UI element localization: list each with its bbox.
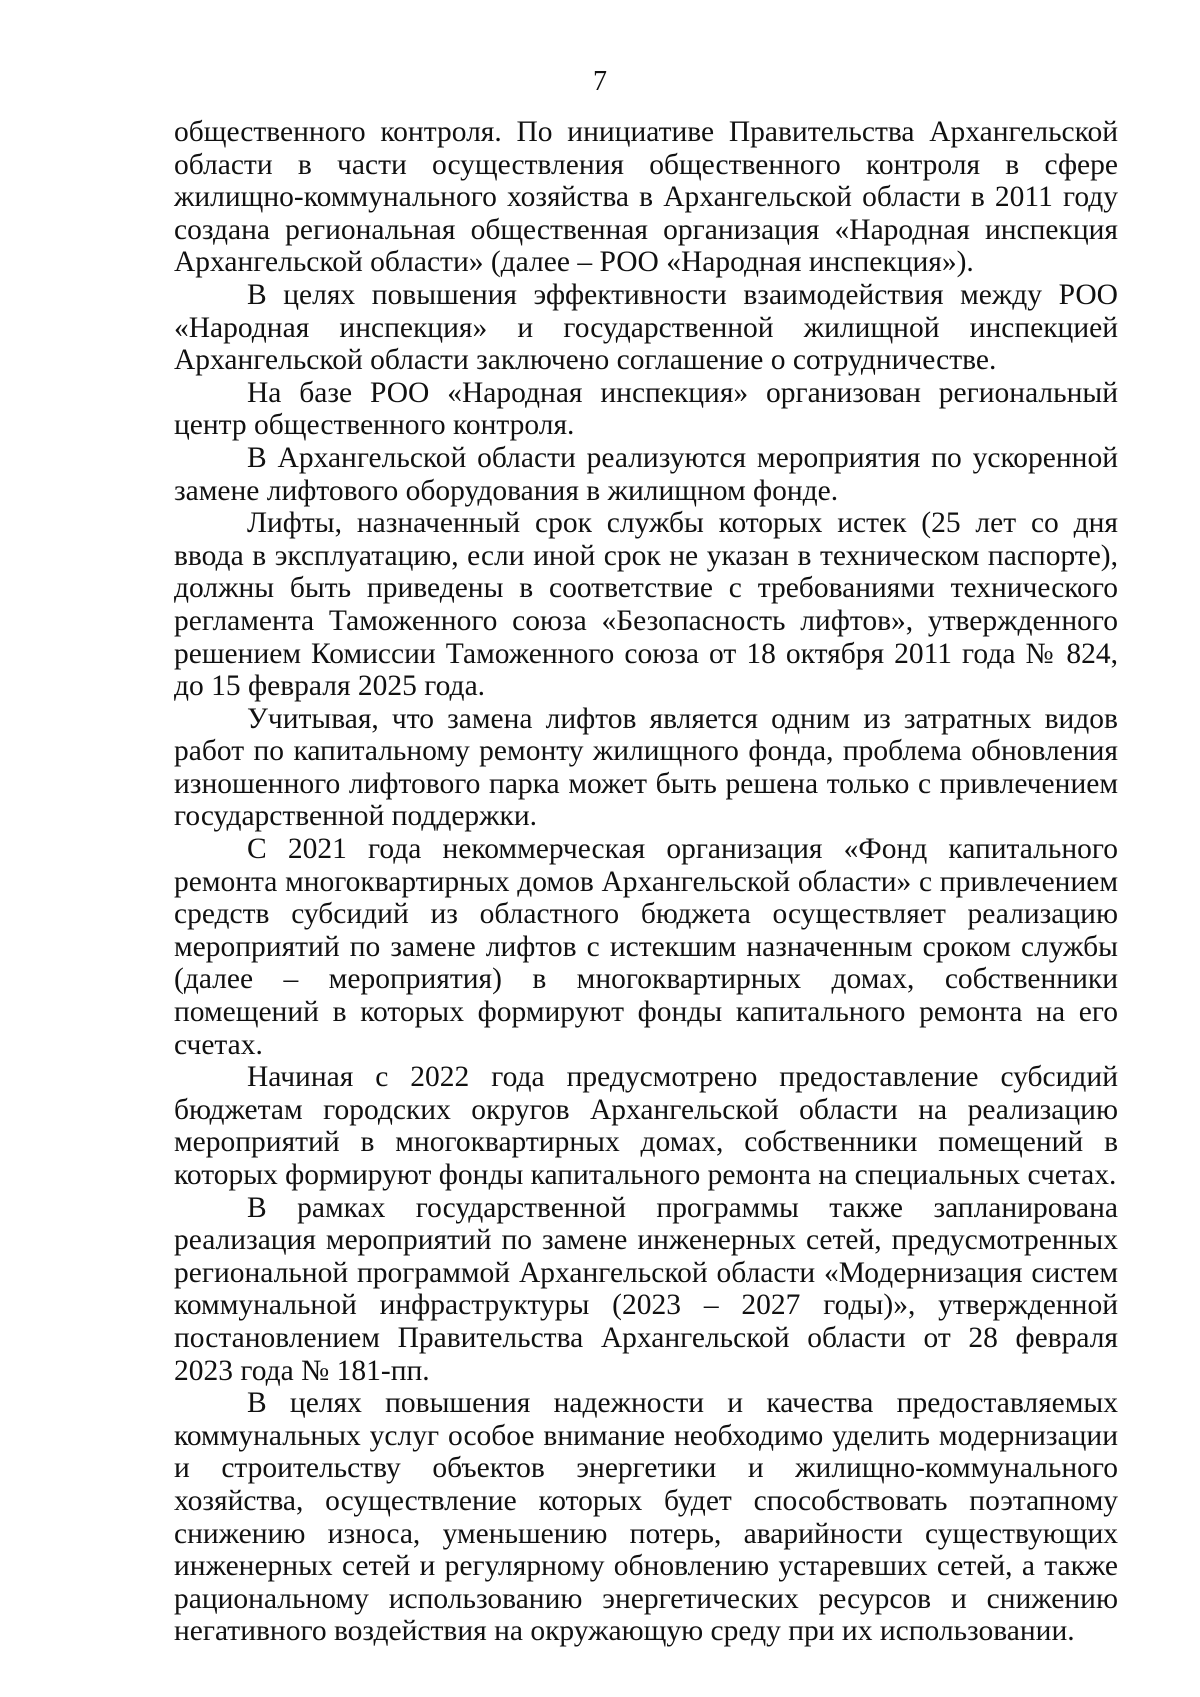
paragraph-3: На базе РОО «Народная инспекция» организован региональный центр общественного контроля.	[174, 376, 1118, 442]
paragraph-5: Лифты, назначенный срок службы которых истек (25 лет со дня ввода в эксплуатацию, если иной срок не указан в техническом паспорте), должны быть приведены в соответствие с требованиями технического регламента Таможенного союза «Безопасность лифтов», утвержденного решением Комиссии Таможенного союза от 18 октября 2011 года № 824, до 15 февраля 2025 года.	[174, 507, 1118, 703]
paragraph-10: В целях повышения надежности и качества предоставляемых коммунальных услуг особое внимание необходимо уделить модернизации и строительству объектов энергетики и жилищно-коммунального хозяйства, осуществление которых будет способствовать поэтапному снижению износа, уменьшению потерь, аварийности существующих инженерных сетей и регулярному обновлению устаревших сетей, а также рациональному использованию энергетических ресурсов и снижению негативного воздействия на окружающую среду при их использовании.	[174, 1387, 1118, 1648]
paragraph-6: Учитывая, что замена лифтов является одним из затратных видов работ по капитальному ремонту жилищного фонда, проблема обновления изношенного лифтового парка может быть решена только с привлечением государственной поддержки.	[174, 702, 1118, 833]
paragraph-4: В Архангельской области реализуются мероприятия по ускоренной замене лифтового оборудования в жилищном фонде.	[174, 441, 1118, 507]
page-number: 7	[593, 66, 607, 97]
paragraph-1: общественного контроля. По инициативе Правительства Архангельской области в части осуществления общественного контроля в сфере жилищно-коммунального хозяйства в Архангельской области в 2011 году создана региональная общественная организация «Народная инспекция Архангельской области» (далее – РОО «Народная инспекция»).	[174, 116, 1118, 279]
paragraph-9: В рамках государственной программы также запланирована реализация мероприятий по замене инженерных сетей, предусмотренных региональной программой Архангельской области «Модернизация систем коммунальной инфраструктуры (2023 – 2027 годы)», утвержденной постановлением Правительства Архангельской области от 28 февраля 2023 года № 181-пп.	[174, 1191, 1118, 1387]
paragraph-2: В целях повышения эффективности взаимодействия между РОО «Народная инспекция» и государственной жилищной инспекцией Архангельской области заключено соглашение о сотрудничестве.	[174, 278, 1118, 377]
paragraph-7: С 2021 года некоммерческая организация «Фонд капитального ремонта многоквартирных домов Архангельской области» с привлечением средств субсидий из областного бюджета осуществляет реализацию мероприятий по замене лифтов с истекшим назначенным сроком службы (далее – мероприятия) в многоквартирных домах, собственники помещений в которых формируют фонды капитального ремонта на его счетах.	[174, 833, 1118, 1061]
paragraph-8: Начиная с 2022 года предусмотрено предоставление субсидий бюджетам городских округов Архангельской области на реализацию мероприятий в многоквартирных домах, собственники помещений в которых формируют фонды капитального ремонта на специальных счетах.	[174, 1061, 1118, 1191]
document-body	[174, 116, 1118, 1648]
